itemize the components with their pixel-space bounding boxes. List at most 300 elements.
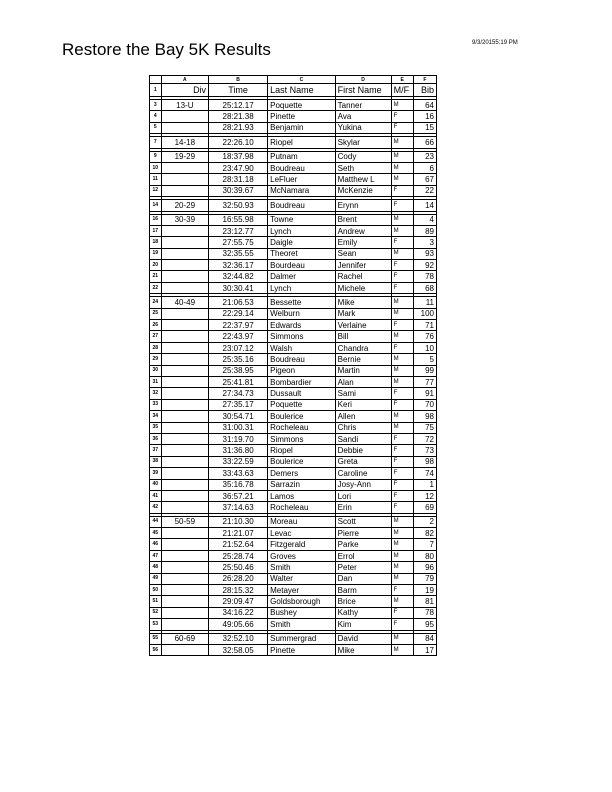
gender-cell: F [391,502,413,513]
first-name-cell: Brice [335,596,391,607]
table-row [150,502,437,513]
row-number: 37 [150,445,162,456]
row-number: 41 [150,490,162,501]
first-name-cell: Seth [335,162,391,173]
time-cell: 25:41.81 [209,376,268,387]
row-number: 17 [150,225,162,236]
first-name-cell: Tanner [335,100,391,111]
time-cell: 31:19.70 [209,433,268,444]
row-number: 42 [150,502,162,513]
bib-cell: 23 [413,151,436,162]
table-row [150,573,437,584]
division-cell [161,271,208,282]
bib-cell: 66 [413,137,436,148]
time-cell: 21:21.07 [209,528,268,539]
last-name-cell: Boudreau [268,200,336,211]
division-cell [161,388,208,399]
time-cell: 21:06.53 [209,297,268,308]
bib-cell: 12 [413,490,436,501]
bib-cell: 77 [413,376,436,387]
table-row [150,331,437,342]
row-number: 46 [150,539,162,550]
first-name-cell: Pierre [335,528,391,539]
division-cell [161,445,208,456]
time-cell: 32:36.17 [209,260,268,271]
bib-cell: 70 [413,399,436,410]
first-name-cell: Ava [335,111,391,122]
table-row [150,174,437,185]
first-name-cell: Allen [335,411,391,422]
bib-cell: 16 [413,111,436,122]
gender-cell: M [391,297,413,308]
time-cell: 32:35.55 [209,248,268,259]
row-number: 38 [150,456,162,467]
row-number: 22 [150,282,162,293]
division-cell [161,490,208,501]
last-name-cell: Poquette [268,100,336,111]
division-cell [161,162,208,173]
bib-cell: 80 [413,550,436,561]
first-name-cell: Cody [335,151,391,162]
bib-cell: 76 [413,331,436,342]
bib-cell: 11 [413,297,436,308]
bib-cell: 72 [413,433,436,444]
first-name-cell: Sami [335,388,391,399]
first-name-cell: Brent [335,214,391,225]
bib-cell: 2 [413,516,436,527]
time-cell: 32:50.93 [209,200,268,211]
first-name-cell: Bill [335,331,391,342]
row-number: 12 [150,185,162,196]
last-name-cell: Simmons [268,433,336,444]
row-number: 18 [150,237,162,248]
first-name-cell: Greta [335,456,391,467]
row-number: 24 [150,297,162,308]
last-name-cell: Dussault [268,388,336,399]
table-row [150,225,437,236]
bib-cell: 69 [413,502,436,513]
row-number: 16 [150,214,162,225]
last-name-cell: Bessette [268,297,336,308]
table-row [150,282,437,293]
division-cell: 40-49 [161,297,208,308]
table-row [150,539,437,550]
last-name-cell: Lynch [268,282,336,293]
table-row [150,111,437,122]
table-row [150,550,437,561]
division-cell [161,282,208,293]
first-name-cell: Mark [335,308,391,319]
last-name-cell: Lynch [268,225,336,236]
division-cell: 50-59 [161,516,208,527]
first-name-cell: Erynn [335,200,391,211]
time-cell: 21:10.30 [209,516,268,527]
bib-cell: 98 [413,411,436,422]
table-row [150,562,437,573]
row-number: 28 [150,342,162,353]
bib-cell: 100 [413,308,436,319]
table-row [150,200,437,211]
table-row [150,445,437,456]
table-row [150,633,437,644]
column-letter: B [209,76,268,84]
gender-cell: F [391,271,413,282]
table-row [150,516,437,527]
division-cell [161,528,208,539]
time-cell: 35:16.78 [209,479,268,490]
table-row [150,342,437,353]
time-cell: 33:43.63 [209,468,268,479]
gender-cell: F [391,399,413,410]
row-number: 33 [150,399,162,410]
gender-cell: F [391,619,413,630]
bib-cell: 4 [413,214,436,225]
first-name-cell: Errol [335,550,391,561]
time-cell: 22:29.14 [209,308,268,319]
last-name-cell: Moreau [268,516,336,527]
bib-cell: 5 [413,354,436,365]
division-cell [161,468,208,479]
table-row [150,422,437,433]
last-name-cell: Fitzgerald [268,539,336,550]
bib-cell: 7 [413,539,436,550]
last-name-cell: Simmons [268,331,336,342]
division-cell [161,331,208,342]
bib-cell: 1 [413,479,436,490]
column-letter: D [335,76,391,84]
division-cell [161,596,208,607]
gender-cell: F [391,260,413,271]
table-row [150,411,437,422]
time-cell: 27:34.73 [209,388,268,399]
gender-cell: F [391,200,413,211]
first-name-cell: Kathy [335,607,391,618]
division-cell [161,644,208,655]
row-number: 29 [150,354,162,365]
gender-cell: F [391,320,413,331]
time-cell: 23:12.77 [209,225,268,236]
header-first-name: First Name [335,84,391,97]
last-name-cell: Metayer [268,585,336,596]
last-name-cell: Goldsborough [268,596,336,607]
division-cell [161,539,208,550]
bib-cell: 14 [413,200,436,211]
row-number: 25 [150,308,162,319]
division-cell [161,456,208,467]
first-name-cell: Skylar [335,137,391,148]
row-number: 21 [150,271,162,282]
time-cell: 36:57.21 [209,490,268,501]
division-cell [161,260,208,271]
row-number: 3 [150,100,162,111]
division-cell [161,550,208,561]
row-number: 26 [150,320,162,331]
table-row [150,490,437,501]
time-cell: 49:05.66 [209,619,268,630]
time-cell: 30:54.71 [209,411,268,422]
last-name-cell: Walsh [268,342,336,353]
first-name-cell: Scott [335,516,391,527]
first-name-cell: Michele [335,282,391,293]
bib-cell: 91 [413,388,436,399]
row-number: 39 [150,468,162,479]
row-number: 50 [150,585,162,596]
bib-cell: 19 [413,585,436,596]
first-name-cell: Keri [335,399,391,410]
time-cell: 30:39.67 [209,185,268,196]
first-name-cell: Lori [335,490,391,501]
last-name-cell: Poquette [268,399,336,410]
gender-cell: F [391,111,413,122]
bib-cell: 64 [413,100,436,111]
division-cell [161,237,208,248]
time-cell: 28:15.32 [209,585,268,596]
last-name-cell: Groves [268,550,336,561]
gender-cell: M [391,225,413,236]
time-cell: 22:26.10 [209,137,268,148]
table-row [150,619,437,630]
division-cell [161,411,208,422]
first-name-cell: Andrew [335,225,391,236]
first-name-cell: Mike [335,644,391,655]
table-row [150,365,437,376]
bib-cell: 84 [413,633,436,644]
table-row [150,214,437,225]
row-number: 31 [150,376,162,387]
bib-cell: 74 [413,468,436,479]
first-name-cell: Rachel [335,271,391,282]
time-cell: 25:12.17 [209,100,268,111]
division-cell [161,562,208,573]
bib-cell: 17 [413,644,436,655]
time-cell: 25:35.16 [209,354,268,365]
gender-cell: M [391,596,413,607]
time-cell: 25:50.46 [209,562,268,573]
last-name-cell: Boudreau [268,354,336,365]
last-name-cell: Levac [268,528,336,539]
table-row [150,376,437,387]
table-row [150,248,437,259]
column-letter: E [391,76,413,84]
table-row [150,151,437,162]
division-cell [161,365,208,376]
division-cell [161,225,208,236]
division-cell [161,479,208,490]
gender-cell: F [391,607,413,618]
gender-cell: M [391,422,413,433]
bib-cell: 10 [413,342,436,353]
first-name-cell: Parke [335,539,391,550]
table-row [150,468,437,479]
gender-cell: M [391,137,413,148]
last-name-cell: McNamara [268,185,336,196]
division-cell [161,376,208,387]
bib-cell: 68 [413,282,436,293]
last-name-cell: Pinette [268,111,336,122]
first-name-cell: Caroline [335,468,391,479]
bib-cell: 78 [413,607,436,618]
time-cell: 25:38.95 [209,365,268,376]
time-cell: 32:58.05 [209,644,268,655]
table-row [150,528,437,539]
gender-cell: M [391,539,413,550]
time-cell: 23:47.90 [209,162,268,173]
last-name-cell: Edwards [268,320,336,331]
first-name-cell: Sean [335,248,391,259]
gender-cell: M [391,151,413,162]
gender-cell: F [391,490,413,501]
row-number: 44 [150,516,162,527]
bib-cell: 67 [413,174,436,185]
gender-cell: F [391,237,413,248]
row-number: 35 [150,422,162,433]
last-name-cell: Demers [268,468,336,479]
division-cell [161,354,208,365]
bib-cell: 71 [413,320,436,331]
table-row [150,100,437,111]
division-cell [161,433,208,444]
time-cell: 33:22.59 [209,456,268,467]
gender-cell: F [391,585,413,596]
division-cell: 30-39 [161,214,208,225]
header-last-name: Last Name [268,84,336,97]
gender-cell: F [391,282,413,293]
header-div: Div [161,84,208,97]
bib-cell: 96 [413,562,436,573]
table-row [150,456,437,467]
gender-cell: F [391,342,413,353]
gender-cell: M [391,365,413,376]
table-row [150,308,437,319]
column-letter: F [413,76,436,84]
last-name-cell: Boudreau [268,162,336,173]
table-row [150,399,437,410]
row-number: 56 [150,644,162,655]
time-cell: 32:44.82 [209,271,268,282]
gender-cell: F [391,185,413,196]
first-name-cell: Kim [335,619,391,630]
division-cell [161,122,208,133]
time-cell: 22:37.97 [209,320,268,331]
first-name-cell: Jennifer [335,260,391,271]
page-title: Restore the Bay 5K Results [62,40,271,59]
last-name-cell: Welburn [268,308,336,319]
time-cell: 21:52.64 [209,539,268,550]
row-number: 34 [150,411,162,422]
gender-cell: M [391,550,413,561]
row-number: 10 [150,162,162,173]
gender-cell: M [391,162,413,173]
table-row [150,271,437,282]
last-name-cell: Riopel [268,445,336,456]
results-sheet [149,75,437,656]
time-cell: 28:31.18 [209,174,268,185]
bib-cell: 95 [413,619,436,630]
row-number: 4 [150,111,162,122]
table-row [150,122,437,133]
row-number: 45 [150,528,162,539]
division-cell: 13-U [161,100,208,111]
bib-cell: 75 [413,422,436,433]
time-cell: 18:37.98 [209,151,268,162]
division-cell [161,619,208,630]
gender-cell: F [391,433,413,444]
division-cell [161,320,208,331]
division-cell [161,111,208,122]
row-number: 47 [150,550,162,561]
header-row [150,84,437,97]
row-number: 51 [150,596,162,607]
table-body [150,76,437,656]
last-name-cell: Summergrad [268,633,336,644]
bib-cell: 6 [413,162,436,173]
gender-cell: M [391,411,413,422]
gender-cell: M [391,562,413,573]
bib-cell: 82 [413,528,436,539]
bib-cell: 78 [413,271,436,282]
table-row [150,388,437,399]
last-name-cell: Theoret [268,248,336,259]
division-cell: 19-29 [161,151,208,162]
first-name-cell: Matthew L [335,174,391,185]
time-cell: 32:52.10 [209,633,268,644]
row-number: 7 [150,137,162,148]
time-cell: 31:36.80 [209,445,268,456]
first-name-cell: Peter [335,562,391,573]
table-row [150,320,437,331]
gender-cell: M [391,633,413,644]
row-number: 19 [150,248,162,259]
time-cell: 16:55.98 [209,214,268,225]
table-row [150,479,437,490]
division-cell [161,308,208,319]
bib-cell: 73 [413,445,436,456]
first-name-cell: Emily [335,237,391,248]
time-cell: 31:00.31 [209,422,268,433]
time-cell: 37:14.63 [209,502,268,513]
last-name-cell: Dalmer [268,271,336,282]
table-row [150,585,437,596]
last-name-cell: LeFluer [268,174,336,185]
row-number: 5 [150,122,162,133]
first-name-cell: Chandra [335,342,391,353]
table-row [150,137,437,148]
division-cell: 14-18 [161,137,208,148]
gender-cell: M [391,100,413,111]
gender-cell: M [391,354,413,365]
table-row [150,644,437,655]
first-name-cell: Alan [335,376,391,387]
division-cell [161,573,208,584]
last-name-cell: Lamos [268,490,336,501]
first-name-cell: Verlaine [335,320,391,331]
row-number: 55 [150,633,162,644]
row-number: 32 [150,388,162,399]
first-name-cell: Barm [335,585,391,596]
table-row [150,354,437,365]
row-number: 1 [150,84,162,97]
results-table [149,75,437,656]
row-number: 48 [150,562,162,573]
time-cell: 27:55.75 [209,237,268,248]
division-cell: 20-29 [161,200,208,211]
gender-cell: F [391,468,413,479]
first-name-cell: Sandi [335,433,391,444]
header-bib: Bib [413,84,436,97]
gender-cell: M [391,516,413,527]
first-name-cell: Dan [335,573,391,584]
division-cell [161,342,208,353]
